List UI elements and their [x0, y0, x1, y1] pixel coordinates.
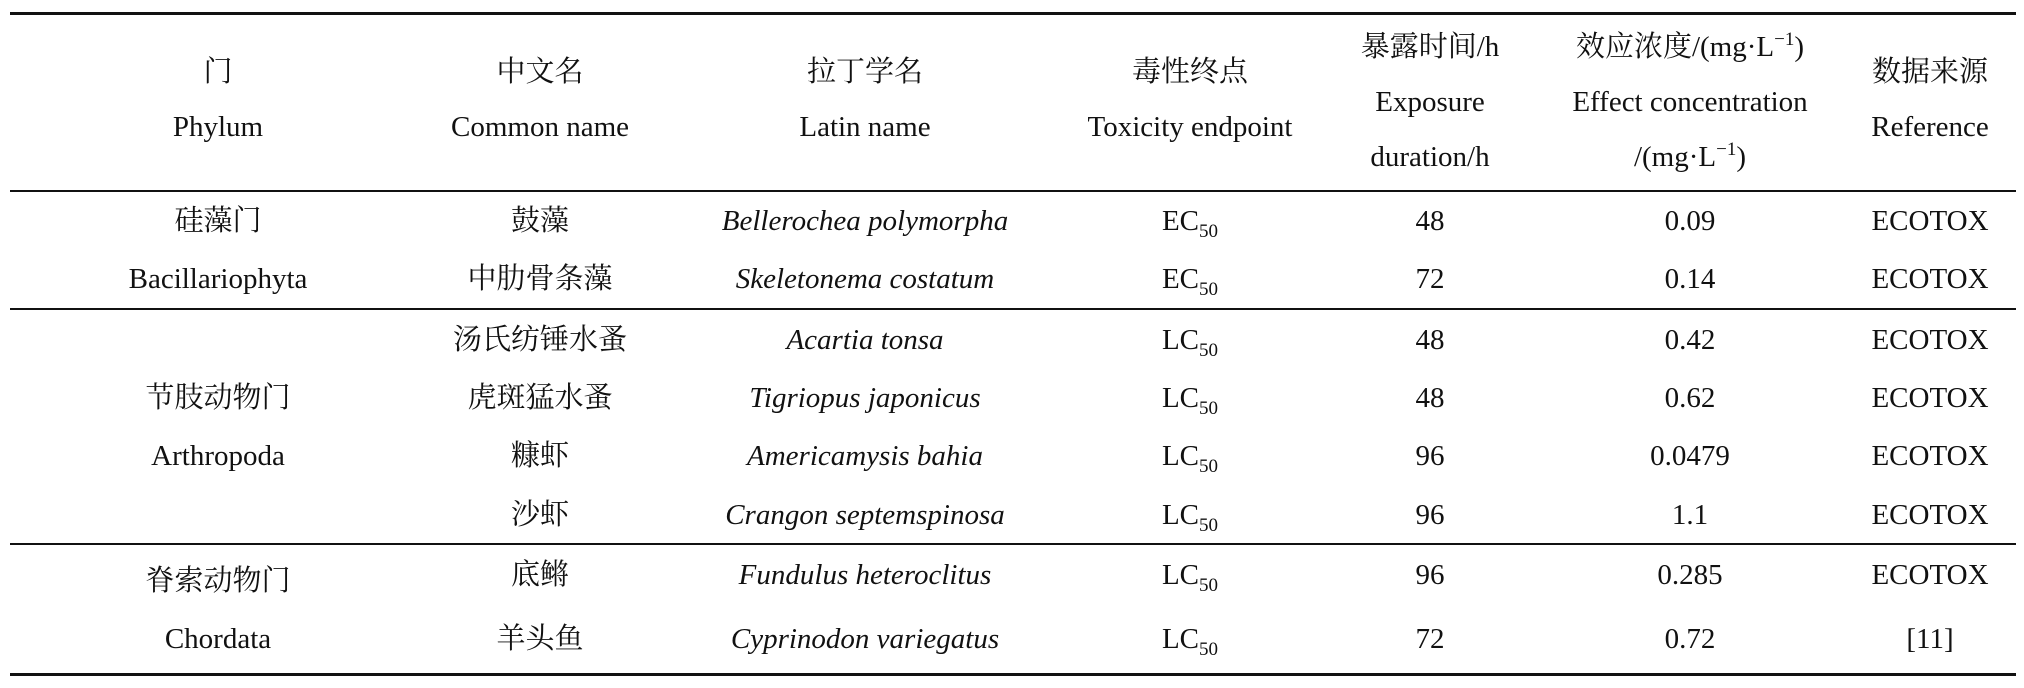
group-bacillariophyta-zh: 硅藻门	[174, 205, 262, 237]
latin-name-cell: Bellerochea polymorpha	[721, 205, 1009, 237]
concentration-cell: 1.1	[1671, 499, 1709, 531]
concentration-cell: 0.72	[1664, 623, 1716, 655]
header-common-name-zh: 中文名	[496, 56, 584, 88]
group-divider-1	[10, 308, 2016, 310]
common-name-cell: 虎斑猛水蚤	[467, 382, 613, 414]
header-reference-zh: 数据来源	[1871, 56, 1988, 88]
endpoint-cell: $EC_{50}$	[1161, 205, 1219, 242]
endpoint-cell: $LC_{50}$	[1161, 324, 1219, 361]
latin-name-cell: Skeletonema costatum	[735, 263, 995, 295]
duration-cell: 48	[1415, 324, 1445, 356]
duration-cell: 48	[1415, 205, 1445, 237]
header-concentration-l3: $/(mg\cdot L^{-1})$	[1633, 139, 1747, 173]
bottom-rule	[10, 673, 2016, 676]
concentration-cell: 0.0479	[1650, 440, 1730, 472]
header-duration	[1330, 20, 1530, 185]
common-name-cell: 糠虾	[510, 440, 569, 472]
common-name-cell: 鼓藻	[510, 205, 569, 237]
group-chordata-en: Chordata	[164, 623, 272, 655]
common-name-cell: 底鳉	[510, 559, 569, 591]
latin-name-cell: Crangon septemspinosa	[725, 499, 1005, 531]
header-common-name-en: Common name	[450, 111, 629, 143]
header-phylum-en: Phylum	[172, 111, 264, 143]
header-concentration-l1: 效应浓度$/(mg\cdot L^{-1})$	[1575, 29, 1805, 63]
duration-cell: 96	[1415, 440, 1445, 472]
top-rule	[10, 12, 2016, 15]
header-endpoint	[1060, 45, 1320, 155]
header-concentration	[1540, 20, 1840, 185]
reference-cell: ECOTOX	[1871, 205, 1989, 237]
header-latin-name-en: Latin name	[799, 111, 931, 143]
header-reference	[1855, 45, 2005, 155]
reference-cell: ECOTOX	[1871, 324, 1989, 356]
concentration-cell: 0.42	[1664, 324, 1716, 356]
duration-cell: 96	[1415, 559, 1445, 591]
endpoint-cell: $LC_{50}$	[1161, 440, 1219, 477]
concentration-cell: 0.09	[1664, 205, 1716, 237]
header-reference-en: Reference	[1871, 111, 1989, 143]
endpoint-cell: $LC_{50}$	[1161, 623, 1219, 660]
reference-cell: [11]	[1906, 623, 1954, 655]
header-endpoint-zh: 毒性终点	[1131, 56, 1248, 88]
header-common-name	[418, 45, 662, 155]
latin-name-cell: Acartia tonsa	[786, 324, 944, 356]
reference-cell: ECOTOX	[1871, 382, 1989, 414]
duration-cell: 96	[1415, 499, 1445, 531]
reference-cell: ECOTOX	[1871, 263, 1989, 295]
concentration-cell: 0.14	[1664, 263, 1716, 295]
endpoint-cell: $EC_{50}$	[1161, 263, 1219, 300]
concentration-cell: 0.285	[1657, 559, 1723, 591]
latin-name-cell: Fundulus heteroclitus	[738, 559, 992, 591]
header-duration-l3: duration/h	[1370, 141, 1490, 173]
header-rule	[10, 190, 2016, 192]
latin-name-cell: Americamysis bahia	[747, 440, 983, 472]
header-latin-name	[715, 45, 1015, 155]
header-phylum-zh: 门	[203, 56, 233, 88]
latin-name-cell: Tigriopus japonicus	[749, 382, 981, 414]
common-name-cell: 汤氏纺锤水蚤	[452, 324, 627, 356]
reference-cell: ECOTOX	[1871, 499, 1989, 531]
header-phylum	[118, 45, 318, 155]
group-bacillariophyta-en: Bacillariophyta	[128, 263, 308, 295]
endpoint-cell: $LC_{50}$	[1161, 382, 1219, 419]
endpoint-cell: $LC_{50}$	[1161, 499, 1219, 536]
common-name-cell: 羊头鱼	[496, 623, 584, 655]
header-duration-l1: 暴露时间/h	[1360, 31, 1500, 63]
reference-cell: ECOTOX	[1871, 440, 1989, 472]
group-arthropoda-zh: 节肢动物门	[145, 382, 291, 414]
concentration-cell: 0.62	[1664, 382, 1716, 414]
header-latin-name-zh: 拉丁学名	[806, 56, 923, 88]
latin-name-cell: Cyprinodon variegatus	[730, 623, 1000, 655]
group-chordata-zh: 脊索动物门	[145, 565, 291, 597]
endpoint-cell: $LC_{50}$	[1161, 559, 1219, 596]
group-arthropoda-en: Arthropoda	[151, 440, 285, 472]
common-name-cell: 中肋骨条藻	[467, 263, 613, 295]
duration-cell: 48	[1415, 382, 1445, 414]
reference-cell: ECOTOX	[1871, 559, 1989, 591]
common-name-cell: 沙虾	[510, 499, 569, 531]
duration-cell: 72	[1415, 263, 1445, 295]
header-endpoint-en: Toxicity endpoint	[1087, 111, 1293, 143]
duration-cell: 72	[1415, 623, 1445, 655]
header-duration-l2: Exposure	[1375, 86, 1485, 118]
header-concentration-l2: Effect concentration	[1572, 86, 1808, 118]
group-divider-2	[10, 543, 2016, 545]
